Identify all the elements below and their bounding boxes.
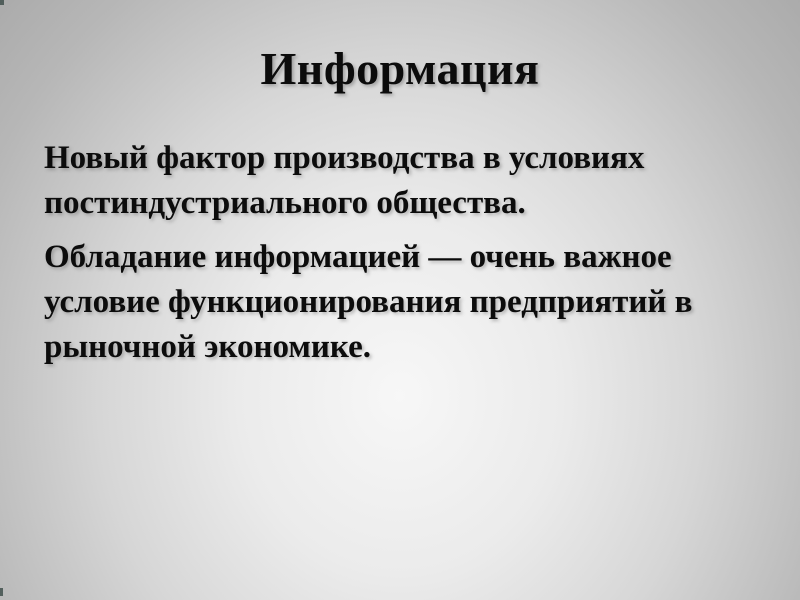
paragraph-1 [44,136,776,226]
paragraph-2-line-3: рыночной экономике. [44,329,371,365]
paragraph-2-line-1: Обладание информацией — очень важное [44,239,672,275]
corner-mark-bottom-left [0,588,3,596]
paragraph-1-line-2: постиндустриального общества. [44,185,526,221]
paragraph-2 [44,235,776,370]
slide-body [44,136,776,379]
paragraph-2-line-2: условие функционирования предприятий в [44,284,693,320]
corner-mark-top-left [0,0,4,5]
slide-title: Информация [260,43,540,94]
paragraph-1-line-1: Новый фактор производства в условиях [44,140,645,176]
